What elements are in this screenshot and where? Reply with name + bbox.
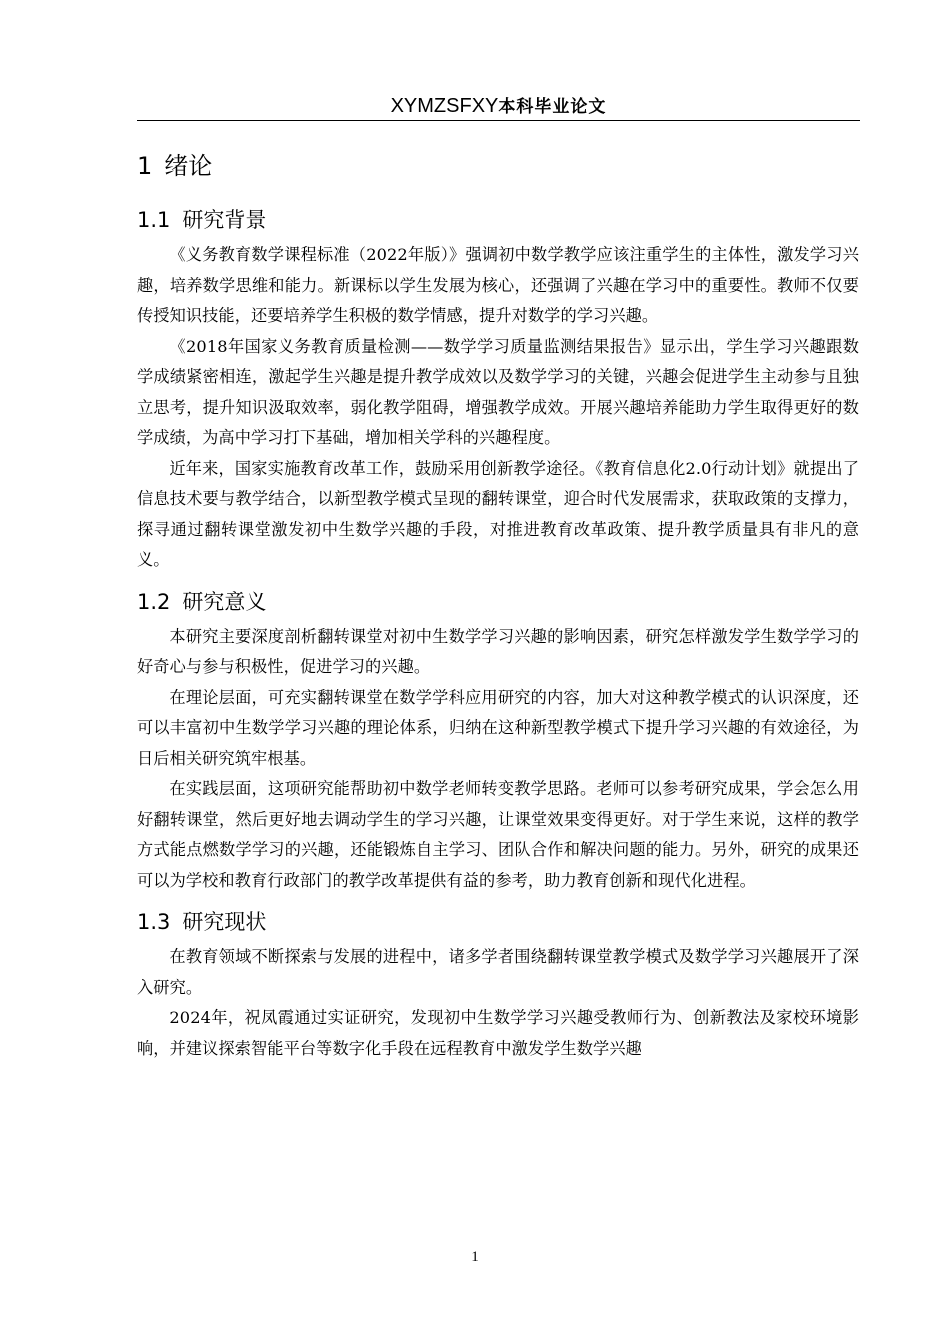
page-header — [137, 92, 860, 121]
chapter-title: 绪论 — [164, 152, 213, 180]
page-number: 1 — [471, 1249, 479, 1265]
paragraph: 近年来，国家实施教育改革工作，鼓励采用创新教学途径。《教育信息化2.0行动计划》就提出了信息技术要与教学结合，以新型教学模式呈现的翻转课堂，迎合时代发展需求，获取政策的支撑力，探寻通过翻转课堂激发初中生数学兴趣的手段，对推进教育改革政策、提升教学质量具有非凡的意义。 — [137, 458, 859, 569]
section-1-1 — [137, 200, 859, 576]
header-code: XYMZSFXY — [390, 95, 499, 117]
section-title: 研究现状 — [182, 910, 267, 934]
paragraph: 2024年，祝凤霞通过实证研究，发现初中生数学学习兴趣受教师行为、创新教法及家校环境影响，并建议探索智能平台等数字化手段在远程教育中激发学生数学兴趣 — [137, 1008, 859, 1058]
section-number: 1.2 — [137, 589, 171, 614]
section-heading — [137, 582, 859, 622]
document-body — [137, 146, 859, 1070]
chapter-number: 1 — [137, 152, 153, 180]
section-1-2 — [137, 582, 859, 897]
paragraph: 《义务教育数学课程标准（2022年版）》强调初中数学教学应该注重学生的主体性，激发学习兴趣，培养数学思维和能力。新课标以学生发展为核心，还强调了兴趣在学习中的重要性。教师不仅要传授知识技能，还要培养学生积极的数学情感，提升对数学的学习兴趣。 — [137, 245, 859, 325]
section-number: 1.1 — [137, 208, 171, 232]
section-heading — [137, 200, 859, 240]
section-title: 研究意义 — [182, 589, 267, 614]
paragraph: 在教育领域不断探索与发展的进程中，诸多学者围绕翻转课堂教学模式及数学学习兴趣展开了深入研究。 — [137, 947, 859, 997]
paragraph: 在理论层面，可充实翻转课堂在数学学科应用研究的内容，加大对这种教学模式的认识深度，还可以丰富初中生数学学习兴趣的理论体系，归纳在这种新型教学模式下提升学习兴趣的有效途径，为日后相关研究筑牢根基。 — [137, 687, 859, 768]
section-1-3 — [137, 902, 859, 1064]
chapter-heading — [137, 146, 859, 186]
section-number: 1.3 — [137, 910, 171, 934]
paragraph: 《2018年国家义务教育质量检测——数学学习质量监测结果报告》显示出，学生学习兴趣跟数学成绩紧密相连，激起学生兴趣是提升教学成效以及数学学习的关键，兴趣会促进学生主动参与且独立思考，提升知识汲取效率，弱化教学阻碍，增强教学成效。开展兴趣培养能助力学生取得更好的数学成绩，为高中学习打下基础，增加相关学科的兴趣程度。 — [137, 336, 859, 447]
section-heading — [137, 902, 859, 942]
paragraph: 本研究主要深度剖析翻转课堂对初中生数学学习兴趣的影响因素，研究怎样激发学生数学学习的好奇心与参与积极性，促进学习的兴趣。 — [137, 626, 859, 676]
paragraph: 在实践层面，这项研究能帮助初中数学老师转变教学思路。老师可以参考研究成果，学会怎么用好翻转课堂，然后更好地去调动学生的学习兴趣，让课堂效果变得更好。对于学生来说，这样的教学方式能点燃数学学习的兴趣，还能锻炼自主学习、团队合作和解决问题的能力。另外，研究的成果还可以为学校和教育行政部门的教学改革提供有益的参考，助力教育创新和现代化进程。 — [137, 779, 859, 890]
header-label: 本科毕业论文 — [498, 97, 607, 117]
section-title: 研究背景 — [182, 208, 267, 232]
